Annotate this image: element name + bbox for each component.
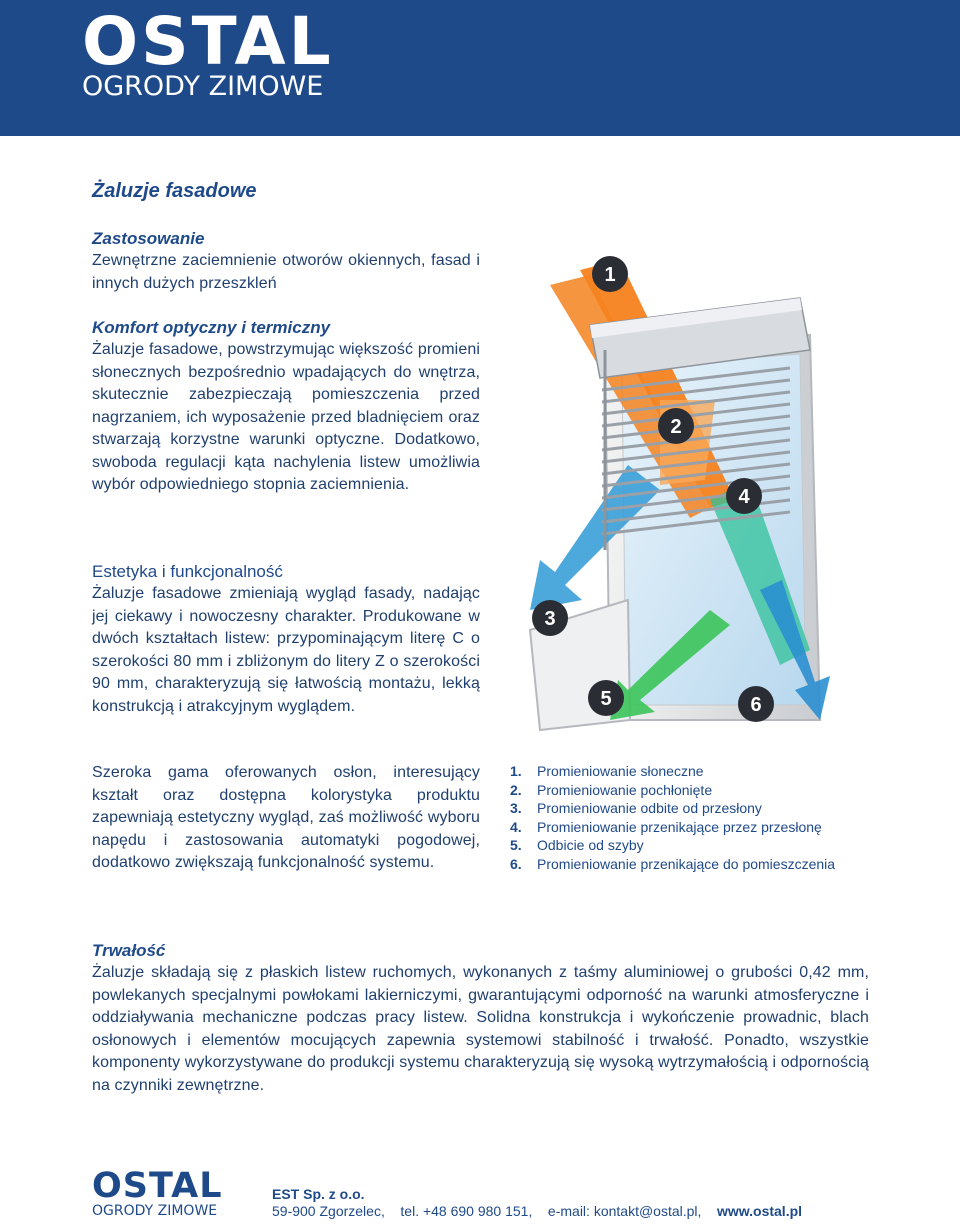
section-text: Zewnętrzne zaciemnienie otworów okiennych, fasad i innych dużych przeszkleń bbox=[92, 252, 480, 292]
legend-item bbox=[510, 818, 910, 837]
legend-item bbox=[510, 762, 910, 781]
legend-label: Promieniowanie przenikające przez przesłonę bbox=[537, 818, 822, 835]
section-heading: Trwałość bbox=[92, 941, 166, 960]
svg-text:4: 4 bbox=[738, 486, 750, 508]
legend-item bbox=[510, 799, 910, 818]
section-text: Żaluzje fasadowe, powstrzymując większość promieni słonecznych bezpośrednio wpadających do wnętrza, skutecznie zabezpieczają pomieszczenia przed nagrzaniem, ich wyposażenie przed bladnięciem oraz stwarzają korzystne warunki optyczne. Dodatkowo, swoboda regulacji kąta nachylenia listew umożliwia wybór odpowiedniego stopnia zaciemnienia. bbox=[92, 341, 480, 493]
section-text: Żaluzje składają się z płaskich listew ruchomych, wykonanych z taśmy aluminiowej o grubości 0,42 mm, powlekanych specjalnymi powłokami lakierniczymi, gwarantującymi odporność na warunki atmosferyczne i oddziaływania mechaniczne podczas pracy listew. Solidna konstrukcja i wykończenie prowadnic, blach osłonowych i elementów mocujących zapewnia systemowi stabilność i trwałość. Ponadto, wszystkie komponenty wykorzystywane do produkcji systemu charakteryzują się wysoką wytrzymałością i odpornością na czynniki zewnętrzne. bbox=[92, 964, 869, 1094]
legend-label: Promieniowanie przenikające do pomieszczenia bbox=[537, 855, 836, 872]
legend-item bbox=[510, 836, 910, 855]
footer-address: 59-900 Zgorzelec, bbox=[272, 1203, 385, 1219]
section-heading: Komfort optyczny i termiczny bbox=[92, 318, 331, 337]
marker-5 bbox=[588, 680, 624, 716]
legend-label: Odbicie od szyby bbox=[537, 837, 644, 853]
legend-item bbox=[510, 781, 910, 800]
section-estetyka bbox=[92, 561, 480, 718]
page-title: Żaluzje fasadowe bbox=[92, 180, 257, 202]
svg-text:5: 5 bbox=[600, 688, 612, 710]
marker-1 bbox=[592, 256, 628, 292]
logo-tagline: OGRODY ZIMOWE bbox=[82, 71, 324, 102]
section-komfort bbox=[92, 317, 480, 497]
marker-2 bbox=[658, 408, 694, 444]
svg-text:3: 3 bbox=[544, 608, 556, 630]
section-heading: Estetyka i funkcjonalność bbox=[92, 562, 283, 581]
legend-number: 5. bbox=[510, 837, 522, 853]
svg-text:2: 2 bbox=[670, 416, 682, 438]
legend-label: Promieniowanie odbite od przesłony bbox=[537, 800, 762, 816]
legend-number: 3. bbox=[510, 800, 522, 816]
section-trwalosc bbox=[92, 940, 869, 1097]
section-zastosowanie bbox=[92, 228, 480, 295]
marker-6 bbox=[738, 686, 774, 722]
footer-website-link[interactable]: www.ostal.pl bbox=[716, 1203, 803, 1219]
legend-item bbox=[510, 855, 910, 874]
legend-label: Promieniowanie pochłonięte bbox=[537, 781, 713, 798]
footer-logo-tagline: OGRODY ZIMOWE bbox=[92, 1203, 218, 1219]
diagram-legend bbox=[510, 762, 910, 873]
footer-contact-line bbox=[272, 1203, 802, 1219]
footer-email[interactable]: e-mail: kontakt@ostal.pl, bbox=[547, 1203, 702, 1219]
marker-3 bbox=[532, 600, 568, 636]
footer-company-name: EST Sp. z o.o. bbox=[272, 1186, 365, 1202]
marker-4 bbox=[726, 478, 762, 514]
section-heading: Zastosowanie bbox=[92, 229, 205, 248]
footer-phone: tel. +48 690 980 151, bbox=[400, 1203, 533, 1219]
header-banner bbox=[0, 0, 960, 136]
logo-name: OSTAL bbox=[82, 3, 334, 80]
legend-number: 6. bbox=[510, 855, 522, 872]
section-szeroka bbox=[92, 762, 480, 875]
svg-text:1: 1 bbox=[604, 264, 616, 286]
legend-label: Promieniowanie słoneczne bbox=[537, 763, 704, 779]
blind-diagram-illustration bbox=[510, 250, 950, 740]
svg-text:6: 6 bbox=[750, 694, 762, 716]
section-text: Żaluzje fasadowe zmieniają wygląd fasady, nadając jej ciekawy i nowoczesny charakter. Produkowane w dwóch kształtach listew: przypominającym literę C o szerokości 80 mm i zbliżonym do litery Z o szerokości 90 mm, charakteryzują się łatwością montażu, lekką konstrukcją i atrakcyjnym wyglądem. bbox=[92, 585, 480, 715]
section-text: Szeroka gama oferowanych osłon, interesujący kształt oraz dostępna kolorystyka produktu zapewniają estetyczny wygląd, zaś możliwość wyboru napędu i zastosowania automatyki pogodowej, dodatkowo zwiększają funkcjonalność systemu. bbox=[92, 764, 480, 871]
legend-number: 2. bbox=[510, 781, 522, 798]
footer-logo-name: OSTAL bbox=[92, 1166, 223, 1206]
legend-number: 1. bbox=[510, 763, 522, 779]
legend-number: 4. bbox=[510, 818, 522, 835]
